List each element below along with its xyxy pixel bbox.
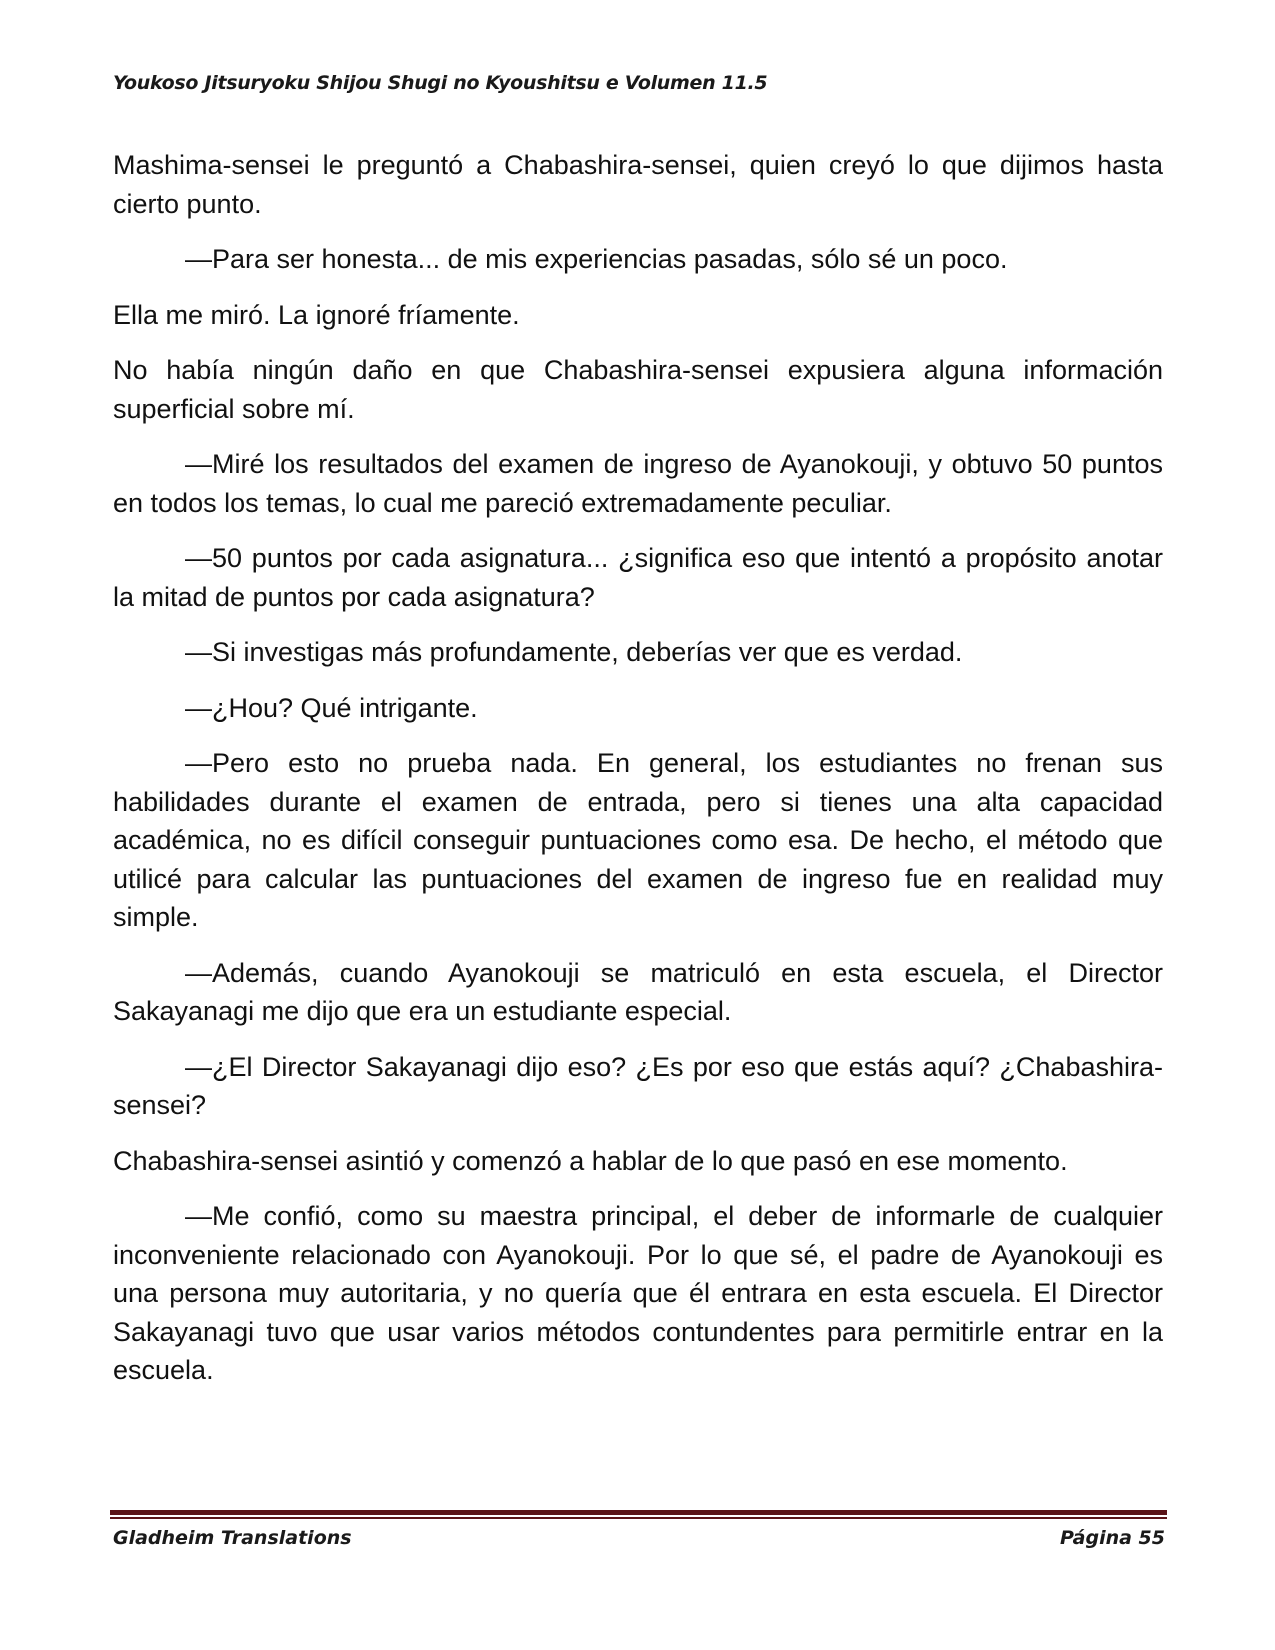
footer-divider-thick-line [110,1510,1167,1515]
dialogue-paragraph-2: —Para ser honesta... de mis experiencias pasadas, sólo sé un poco. [185,244,1008,274]
paragraph-12: Chabashira-sensei asintió y comenzó a hablar de lo que pasó en ese momento. [113,1145,1068,1176]
footer-divider-thin-line [110,1517,1167,1519]
footer-page-number: Página 55 [1059,1527,1165,1549]
running-header: Youkoso Jitsuryoku Shijou Shugi no Kyoushitsu e Volumen 11.5 [113,72,768,94]
dialogue-paragraph-13: —Me confió, como su maestra principal, el deber de informarle de cualquier inconveniente relacionado con Ayanokouji. Por lo que sé, el padre de Ayanokouji es una persona muy autoritaria, y no quería que él entrara en esta escuela. El Director Sakayanagi tuvo que usar varios métodos contundentes para permitirle entrar en la escuela. [113,1201,1163,1385]
dialogue-paragraph-8: —¿Hou? Qué intrigante. [185,692,478,723]
dialogue-paragraph-7: —Si investigas más profundamente, deberías ver que es verdad. [185,637,963,667]
body-text [113,146,1163,1407]
dialogue-paragraph-11: —¿El Director Sakayanagi dijo eso? ¿Es por eso que estás aquí? ¿Chabashira-sensei? [113,1051,1163,1120]
paragraph-3: Ella me miró. La ignoré fríamente. [113,299,520,330]
dialogue-paragraph-10: —Además, cuando Ayanokouji se matriculó en esta escuela, el Director Sakayanagi me dijo que era un estudiante especial. [113,957,1163,1026]
dialogue-paragraph-5: —Miré los resultados del examen de ingreso de Ayanokouji, y obtuvo 50 puntos en todos los temas, lo cual me pareció extremadamente peculiar. [113,449,1163,518]
paragraph-1: Mashima-sensei le preguntó a Chabashira-sensei, quien creyó lo que dijimos hasta cierto punto. [113,150,1163,219]
dialogue-paragraph-9: —Pero esto no prueba nada. En general, los estudiantes no frenan sus habilidades durante el examen de entrada, pero si tienes una alta capacidad académica, no es difícil conseguir puntuaciones como esa. De hecho, el método que utilicé para calcular las puntuaciones del examen de ingreso fue en realidad muy simple. [113,748,1163,932]
dialogue-paragraph-6: —50 puntos por cada asignatura... ¿significa eso que intentó a propósito anotar la mitad de puntos por cada asignatura? [113,543,1163,612]
footer-publisher: Gladheim Translations [113,1527,352,1549]
paragraph-4: No había ningún daño en que Chabashira-sensei expusiera alguna información superficial sobre mí. [113,355,1163,424]
